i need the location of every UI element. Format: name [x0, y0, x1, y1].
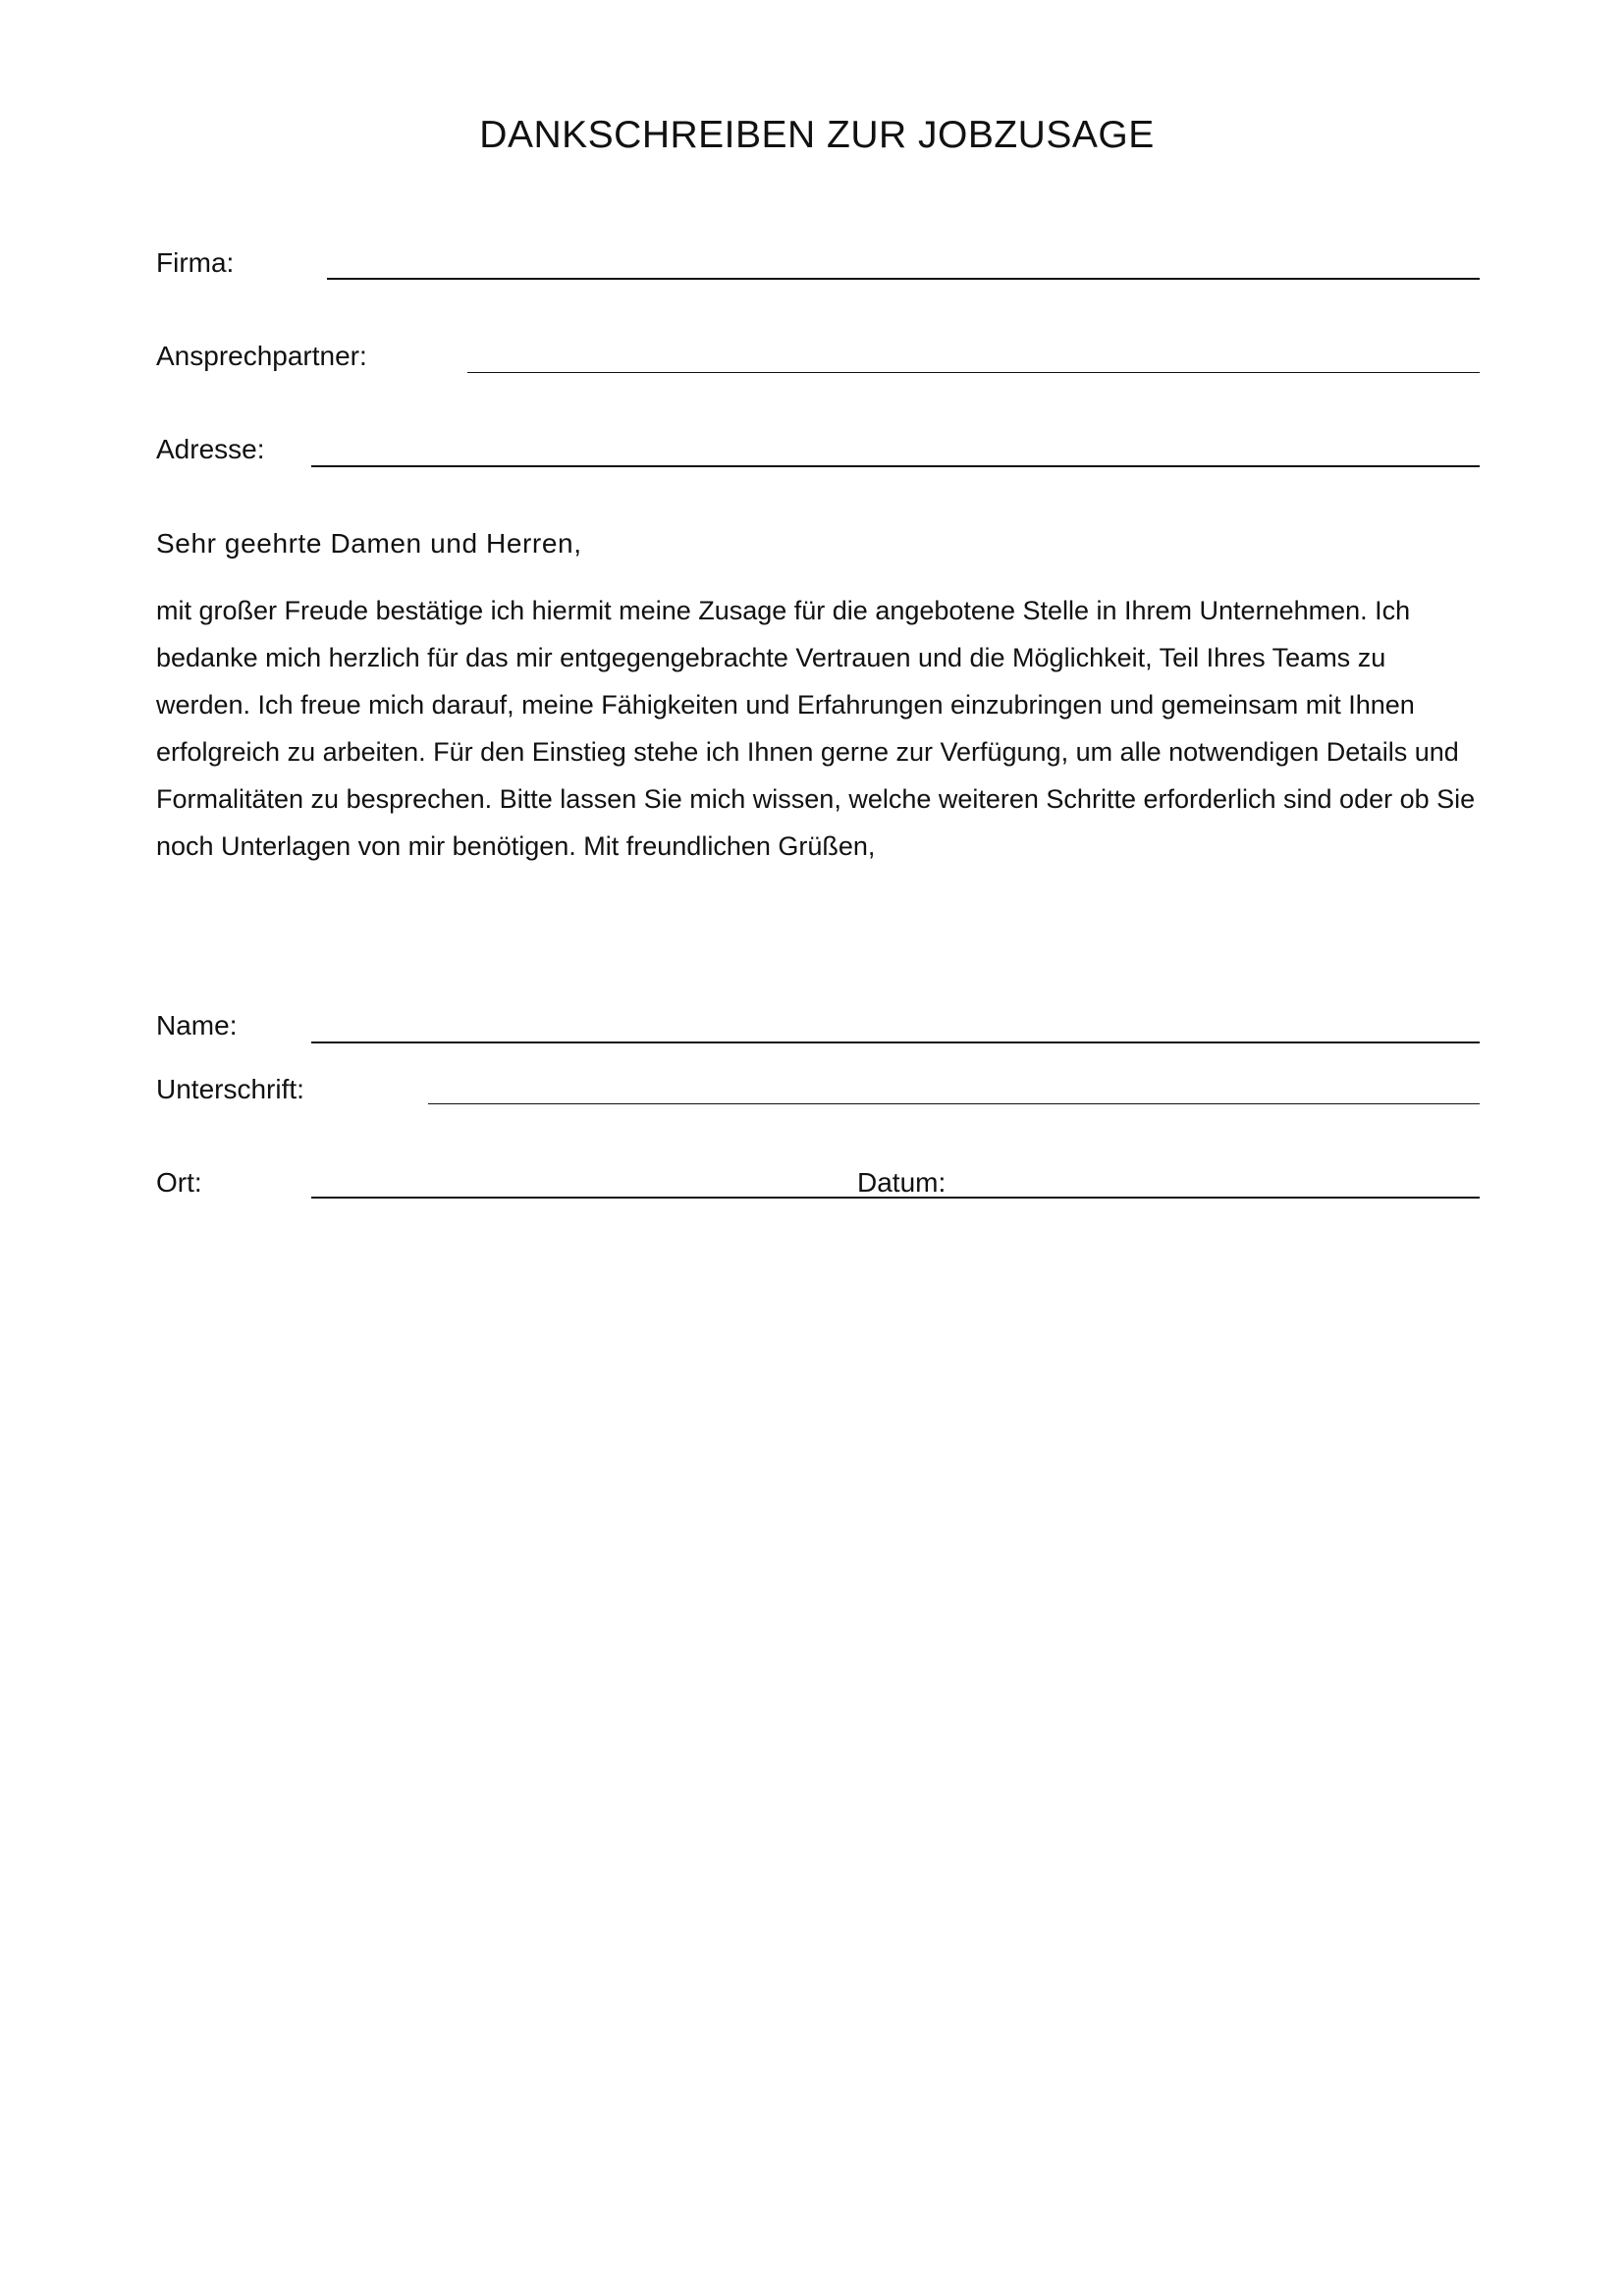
firma-field[interactable]: [327, 278, 1480, 280]
datum-label: Datum:: [857, 1167, 947, 1198]
salutation: Sehr geehrte Damen und Herren,: [156, 528, 582, 559]
document-title: DANKSCHREIBEN ZUR JOBZUSAGE: [479, 114, 1155, 156]
ansprechpartner-field[interactable]: [467, 372, 1480, 373]
name-field[interactable]: [311, 1041, 1480, 1043]
ort-datum-field[interactable]: [311, 1197, 1480, 1199]
ort-label: Ort:: [156, 1167, 202, 1198]
unterschrift-label: Unterschrift:: [156, 1074, 304, 1104]
unterschrift-field[interactable]: [428, 1103, 1480, 1104]
letter-body: mit großer Freude bestätige ich hiermit meine Zusage für die angebotene Stelle in Ihrem Unternehmen. Ich bedanke mich herzlich für das mir entgegengebrachte Vertrauen und die Möglichkeit, Teil Ihres Teams zu werden. Ich freue mich darauf, meine Fähigkeiten und Erfahrungen einzubringen und gemeinsam mit Ihnen erfolgreich zu arbeiten. Für den Einstieg stehe ich Ihnen gerne zur Verfügung, um alle notwendigen Details und Formalitäten zu besprechen. Bitte lassen Sie mich wissen, welche weiteren Schritte erforderlich sind oder ob Sie noch Unterlagen von mir benötigen. Mit freundlichen Grüßen,: [156, 596, 1476, 861]
adresse-label: Adresse:: [156, 434, 265, 464]
adresse-field[interactable]: [311, 465, 1480, 467]
firma-label: Firma:: [156, 247, 235, 278]
name-label: Name:: [156, 1010, 238, 1041]
ansprechpartner-label: Ansprechpartner:: [156, 341, 367, 371]
